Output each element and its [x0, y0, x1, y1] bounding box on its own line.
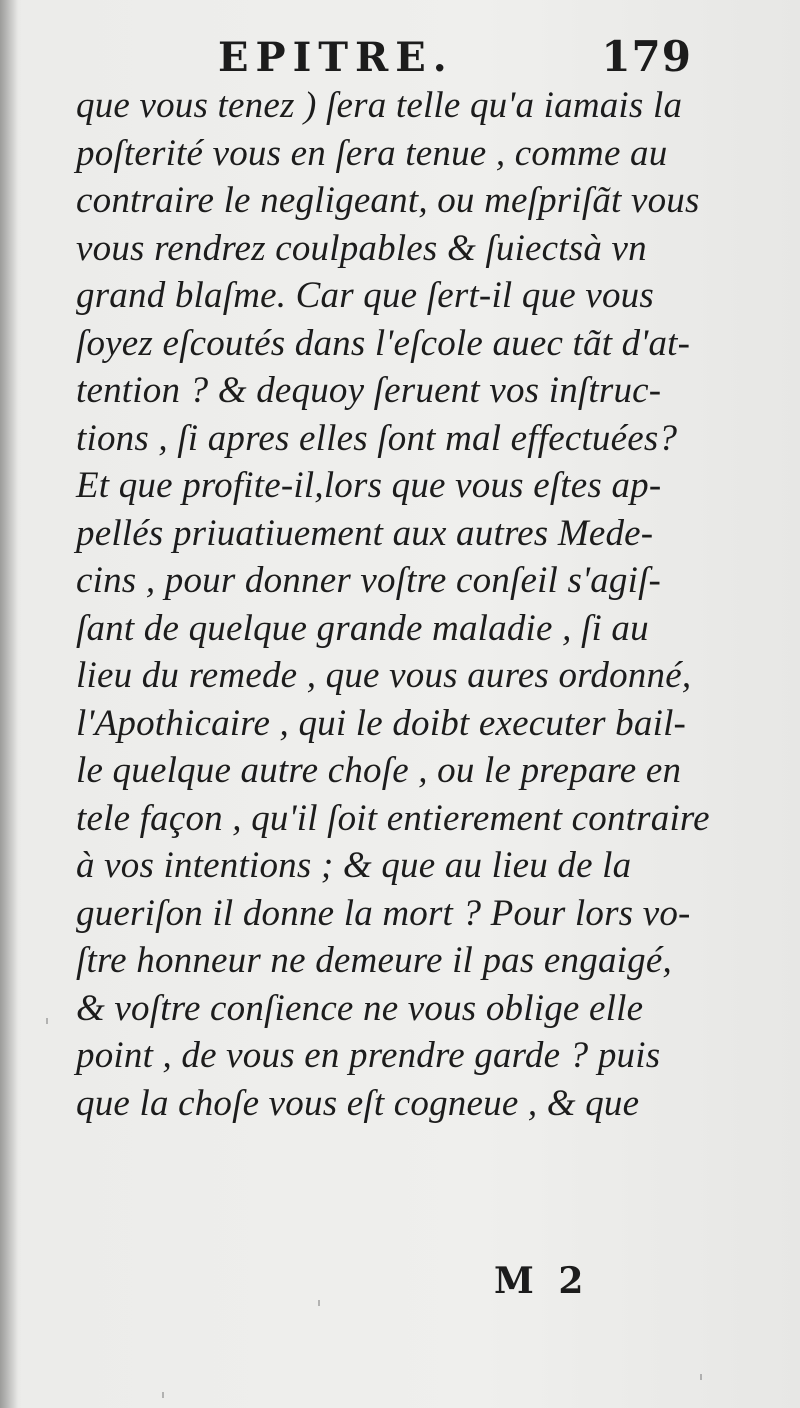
text-line-2: poſterité vous en ſera tenue , comme au [76, 132, 668, 174]
running-head: EPITRE. [218, 34, 454, 81]
text-line-12: ſant de quelque grande maladie , ſi au [76, 607, 649, 649]
text-line-16: tele façon , qu'il ſoit entierement contraire [76, 797, 710, 839]
text-line-20: & voſtre conſience ne vous oblige elle [76, 987, 644, 1029]
text-line-10: pellés priuatiuement aux autres Mede- [76, 512, 654, 554]
body-text [76, 82, 716, 1282]
text-line-15: le quelque autre choſe , ou le prepare en [76, 750, 682, 791]
text-line-17: à vos intentions ; & que au lieu de la [76, 845, 632, 886]
binding-shadow [0, 0, 18, 1408]
text-line-21: point , de vous en prendre garde ? puis [76, 1035, 661, 1076]
text-line-9: Et que profite-il,lors que vous eſtes ap- [76, 465, 662, 506]
text-line-19: ſtre honneur ne demeure il pas engaigé, [76, 940, 672, 981]
text-line-18: gueriſon il donne la mort ? Pour lors vo- [76, 892, 691, 934]
text-line-11: cins , pour donner voſtre conſeil s'agiſ- [76, 560, 662, 601]
text-line-22: que la choſe vous eſt cogneue , & que [76, 1082, 640, 1124]
paper-speck [162, 1392, 164, 1398]
paper-speck [700, 1374, 702, 1380]
paper-speck [318, 1300, 320, 1306]
text-line-6: ſoyez eſcoutés dans l'eſcole auec tãt d'at- [76, 322, 691, 364]
text-line-4: vous rendrez coulpables & ſuiectsà vn [76, 227, 647, 269]
page-header [70, 18, 710, 88]
signature-mark: M 2 [494, 1260, 590, 1302]
page-number: 179 [601, 32, 692, 81]
paper-speck [46, 1018, 48, 1024]
text-line-7: tention ? & dequoy ſeruent vos inſtruc- [76, 370, 662, 411]
text-line-3: contraire le negligeant, ou meſpriſãt vous [76, 180, 700, 221]
text-line-5: grand blaſme. Car que ſert-il que vous [76, 275, 654, 316]
text-line-14: l'Apothicaire , qui le doibt executer bail- [76, 702, 687, 744]
text-line-13: lieu du remede , que vous aures ordonné, [76, 655, 692, 696]
text-line-1: que vous tenez ) ſera telle qu'a iamais la [76, 85, 683, 126]
text-line-8: tions , ſi apres elles ſont mal effectuées? [76, 417, 678, 459]
